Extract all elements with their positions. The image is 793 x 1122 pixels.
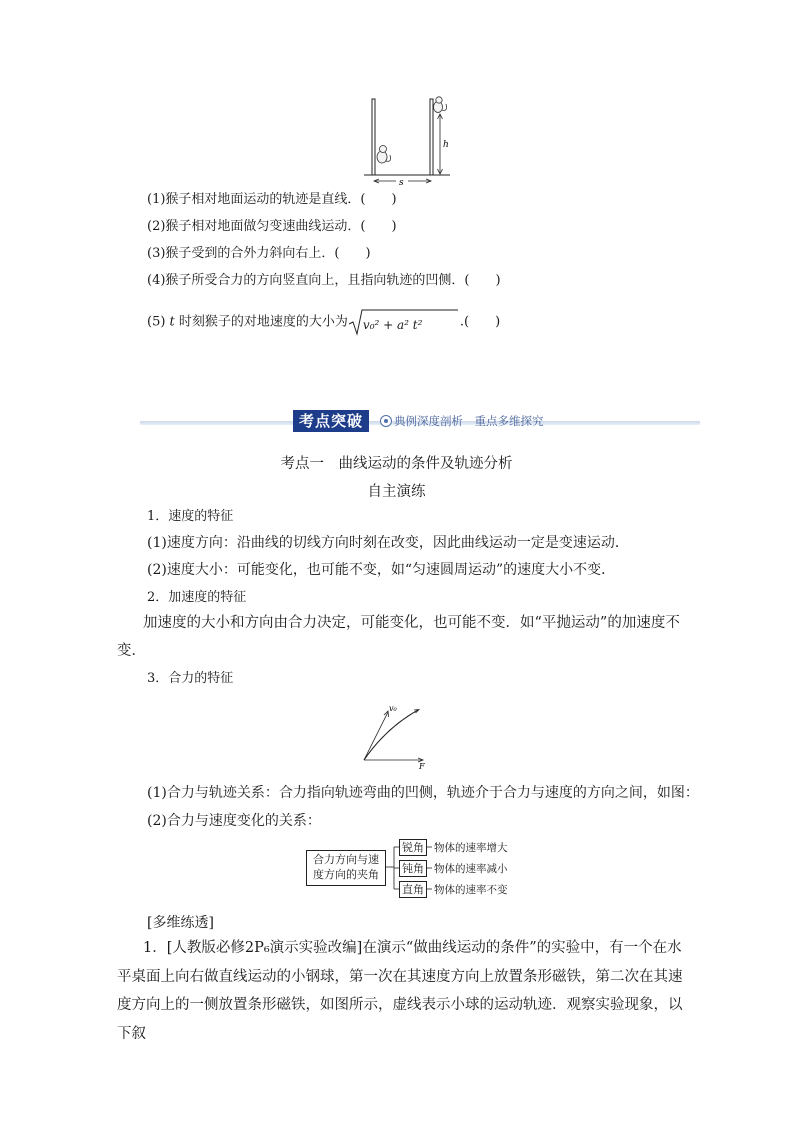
section-banner (140, 408, 700, 438)
h-label: h (443, 140, 449, 150)
section-title: 考点一 曲线运动的条件及轨迹分析 (280, 456, 513, 472)
force-trajectory-relation: (1)合力与轨迹关系：合力指向轨迹弯曲的凹侧，轨迹介于合力与速度的方向之间，如图： (147, 785, 699, 801)
branch-acute-angle: 锐角 (399, 839, 427, 856)
heading-force: 3．合力的特征 (147, 671, 234, 686)
monkey-icon-top (434, 97, 447, 113)
question-5 (147, 308, 500, 336)
monkey-pole-figure (362, 95, 452, 187)
s-label: s (399, 178, 404, 187)
acceleration-text: 加速度的大小和方向由合力决定，可能变化，也可能不变．如“平抛运动”的加速度不变． (117, 615, 680, 659)
banner-title: 考点突破 (293, 410, 369, 432)
branch-right-angle: 直角 (399, 881, 427, 898)
banner-subtitle: 典例深度剖析 重点多维探究 (394, 414, 544, 428)
question-2: (2)猴子相对地面做匀变速曲线运动．( ) (147, 219, 397, 234)
q5-t: t (169, 314, 175, 330)
velocity-magnitude: (2)速度大小：可能变化，也可能不变，如“匀速圆周运动”的速度大小不变． (147, 562, 616, 578)
result-decrease: 物体的速率减小 (434, 863, 508, 875)
result-increase: 物体的速率增大 (434, 842, 508, 854)
velocity-force-figure (358, 698, 438, 773)
heading-acceleration: 2．加速度的特征 (147, 590, 247, 605)
question-3: (3)猴子受到的合外力斜向右上．( ) (147, 246, 371, 261)
relation-diagram (300, 837, 540, 901)
velocity-direction: (1)速度方向：沿曲线的切线方向时刻在改变，因此曲线运动一定是变速运动． (147, 535, 629, 551)
force-velocity-relation: (2)合力与速度变化的关系： (147, 813, 321, 829)
bullet-icon (380, 415, 392, 427)
f-label: F (419, 762, 425, 771)
monkey-icon-bottom (377, 146, 391, 164)
heading-velocity: 1．速度的特征 (147, 509, 234, 524)
q5-mid: 时刻猴子的对地速度的大小为 (174, 314, 348, 330)
q5-prefix: (5) (147, 314, 170, 330)
question-4: (4)猴子所受合力的方向竖直向上，且指向轨迹的凹侧．( ) (147, 273, 501, 288)
branch-obtuse-angle: 钝角 (399, 860, 427, 877)
result-unchanged: 物体的速率不变 (434, 884, 508, 896)
question-1: (1)猴子相对地面运动的轨迹是直线．( ) (147, 192, 397, 207)
diagram-main-box: 合力方向与速度方向的夹角 (306, 850, 386, 886)
section-subtitle: 自主演练 (367, 484, 426, 500)
q5-suffix: .( ) (459, 314, 501, 330)
sqrt-content: v₀² + a² t² (362, 318, 423, 332)
v0-label: v₀ (389, 704, 397, 713)
practice-problem: 1．[人教版必修2P₆演示实验改编]在演示“做曲线运动的条件”的实验中，有一个在水平桌面上向右做直线运动的小钢球，第一次在其速度方向上放置条形磁铁，第二次在其速度方向上的一侧放置条形磁铁，如图所示，虚线表示小球的运动轨迹．观察实验现象，以下叙 (117, 940, 683, 1042)
sqrt-expression (348, 308, 460, 336)
practice-heading: [多维练透] (147, 915, 214, 931)
